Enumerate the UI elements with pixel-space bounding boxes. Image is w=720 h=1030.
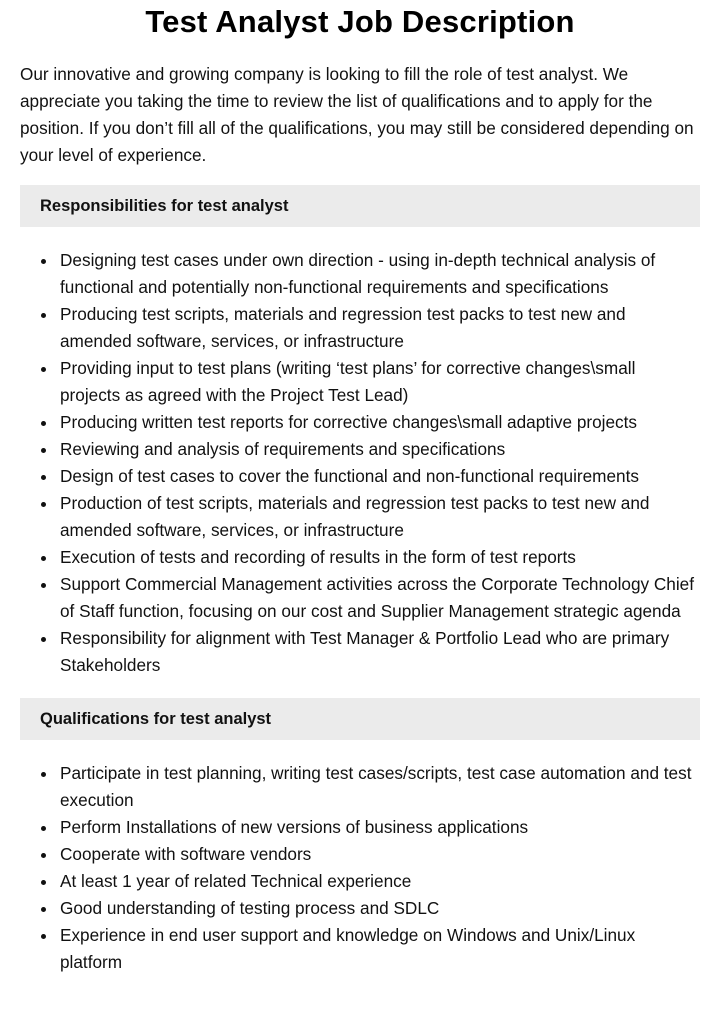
bullet-icon [41, 826, 46, 831]
list-item [20, 922, 700, 976]
bullet-icon [41, 583, 46, 588]
bullet-icon [41, 448, 46, 453]
list-item-text: Producing written test reports for corrective changes\small adaptive projects [60, 412, 637, 432]
bullet-icon [41, 934, 46, 939]
list-item [20, 463, 700, 490]
bullet-icon [41, 637, 46, 642]
list-item [20, 247, 700, 301]
list-item-text: Design of test cases to cover the functional and non-functional requirements [60, 466, 639, 486]
list-item [20, 841, 700, 868]
list-item [20, 760, 700, 814]
bullet-icon [41, 556, 46, 561]
list-item-text: Producing test scripts, materials and regression test packs to test new and amended software, services, or infrastructure [60, 304, 626, 351]
bullet-icon [41, 853, 46, 858]
bullet-icon [41, 313, 46, 318]
responsibilities-list [20, 247, 700, 679]
list-item [20, 814, 700, 841]
qualifications-heading: Qualifications for test analyst [20, 698, 700, 740]
list-item [20, 895, 700, 922]
bullet-icon [41, 907, 46, 912]
list-item-text: Cooperate with software vendors [60, 844, 312, 864]
list-item-text: Production of test scripts, materials and regression test packs to test new and amended software, services, or infrastructure [60, 493, 650, 540]
list-item [20, 544, 700, 571]
intro-paragraph: Our innovative and growing company is looking to fill the role of test analyst. We appreciate you taking the time to review the list of qualifications and to apply for the position. If you don’t fill all of the qualifications, you may still be considered depending on your level of experience. [20, 64, 694, 165]
list-item [20, 490, 700, 544]
responsibilities-heading: Responsibilities for test analyst [20, 185, 700, 227]
list-item [20, 571, 700, 625]
page-title: Test Analyst Job Description [145, 4, 575, 39]
list-item-text: Support Commercial Management activities across the Corporate Technology Chief of Staff function, focusing on our cost and Supplier Management strategic agenda [60, 574, 695, 621]
list-item [20, 355, 700, 409]
list-item-text: Responsibility for alignment with Test Manager & Portfolio Lead who are primary Stakeholders [60, 628, 670, 675]
bullet-icon [41, 772, 46, 777]
list-item [20, 625, 700, 679]
list-item-text: Good understanding of testing process and SDLC [60, 898, 440, 918]
list-item-text: Reviewing and analysis of requirements and specifications [60, 439, 506, 459]
list-item-text: Perform Installations of new versions of business applications [60, 817, 529, 837]
list-item-text: Execution of tests and recording of results in the form of test reports [60, 547, 576, 567]
list-item-text: Designing test cases under own direction - using in-depth technical analysis of functional and potentially non-functional requirements and specifications [60, 250, 656, 297]
list-item-text: Experience in end user support and knowledge on Windows and Unix/Linux platform [60, 925, 636, 972]
list-item [20, 409, 700, 436]
bullet-icon [41, 502, 46, 507]
list-item [20, 436, 700, 463]
bullet-icon [41, 367, 46, 372]
qualifications-list [20, 760, 700, 976]
list-item-text: Participate in test planning, writing test cases/scripts, test case automation and test execution [60, 763, 692, 810]
bullet-icon [41, 880, 46, 885]
list-item [20, 868, 700, 895]
bullet-icon [41, 259, 46, 264]
bullet-icon [41, 421, 46, 426]
bullet-icon [41, 475, 46, 480]
list-item [20, 301, 700, 355]
list-item-text: At least 1 year of related Technical experience [60, 871, 412, 891]
list-item-text: Providing input to test plans (writing ‘test plans’ for corrective changes\small projects as agreed with the Project Test Lead) [60, 358, 636, 405]
